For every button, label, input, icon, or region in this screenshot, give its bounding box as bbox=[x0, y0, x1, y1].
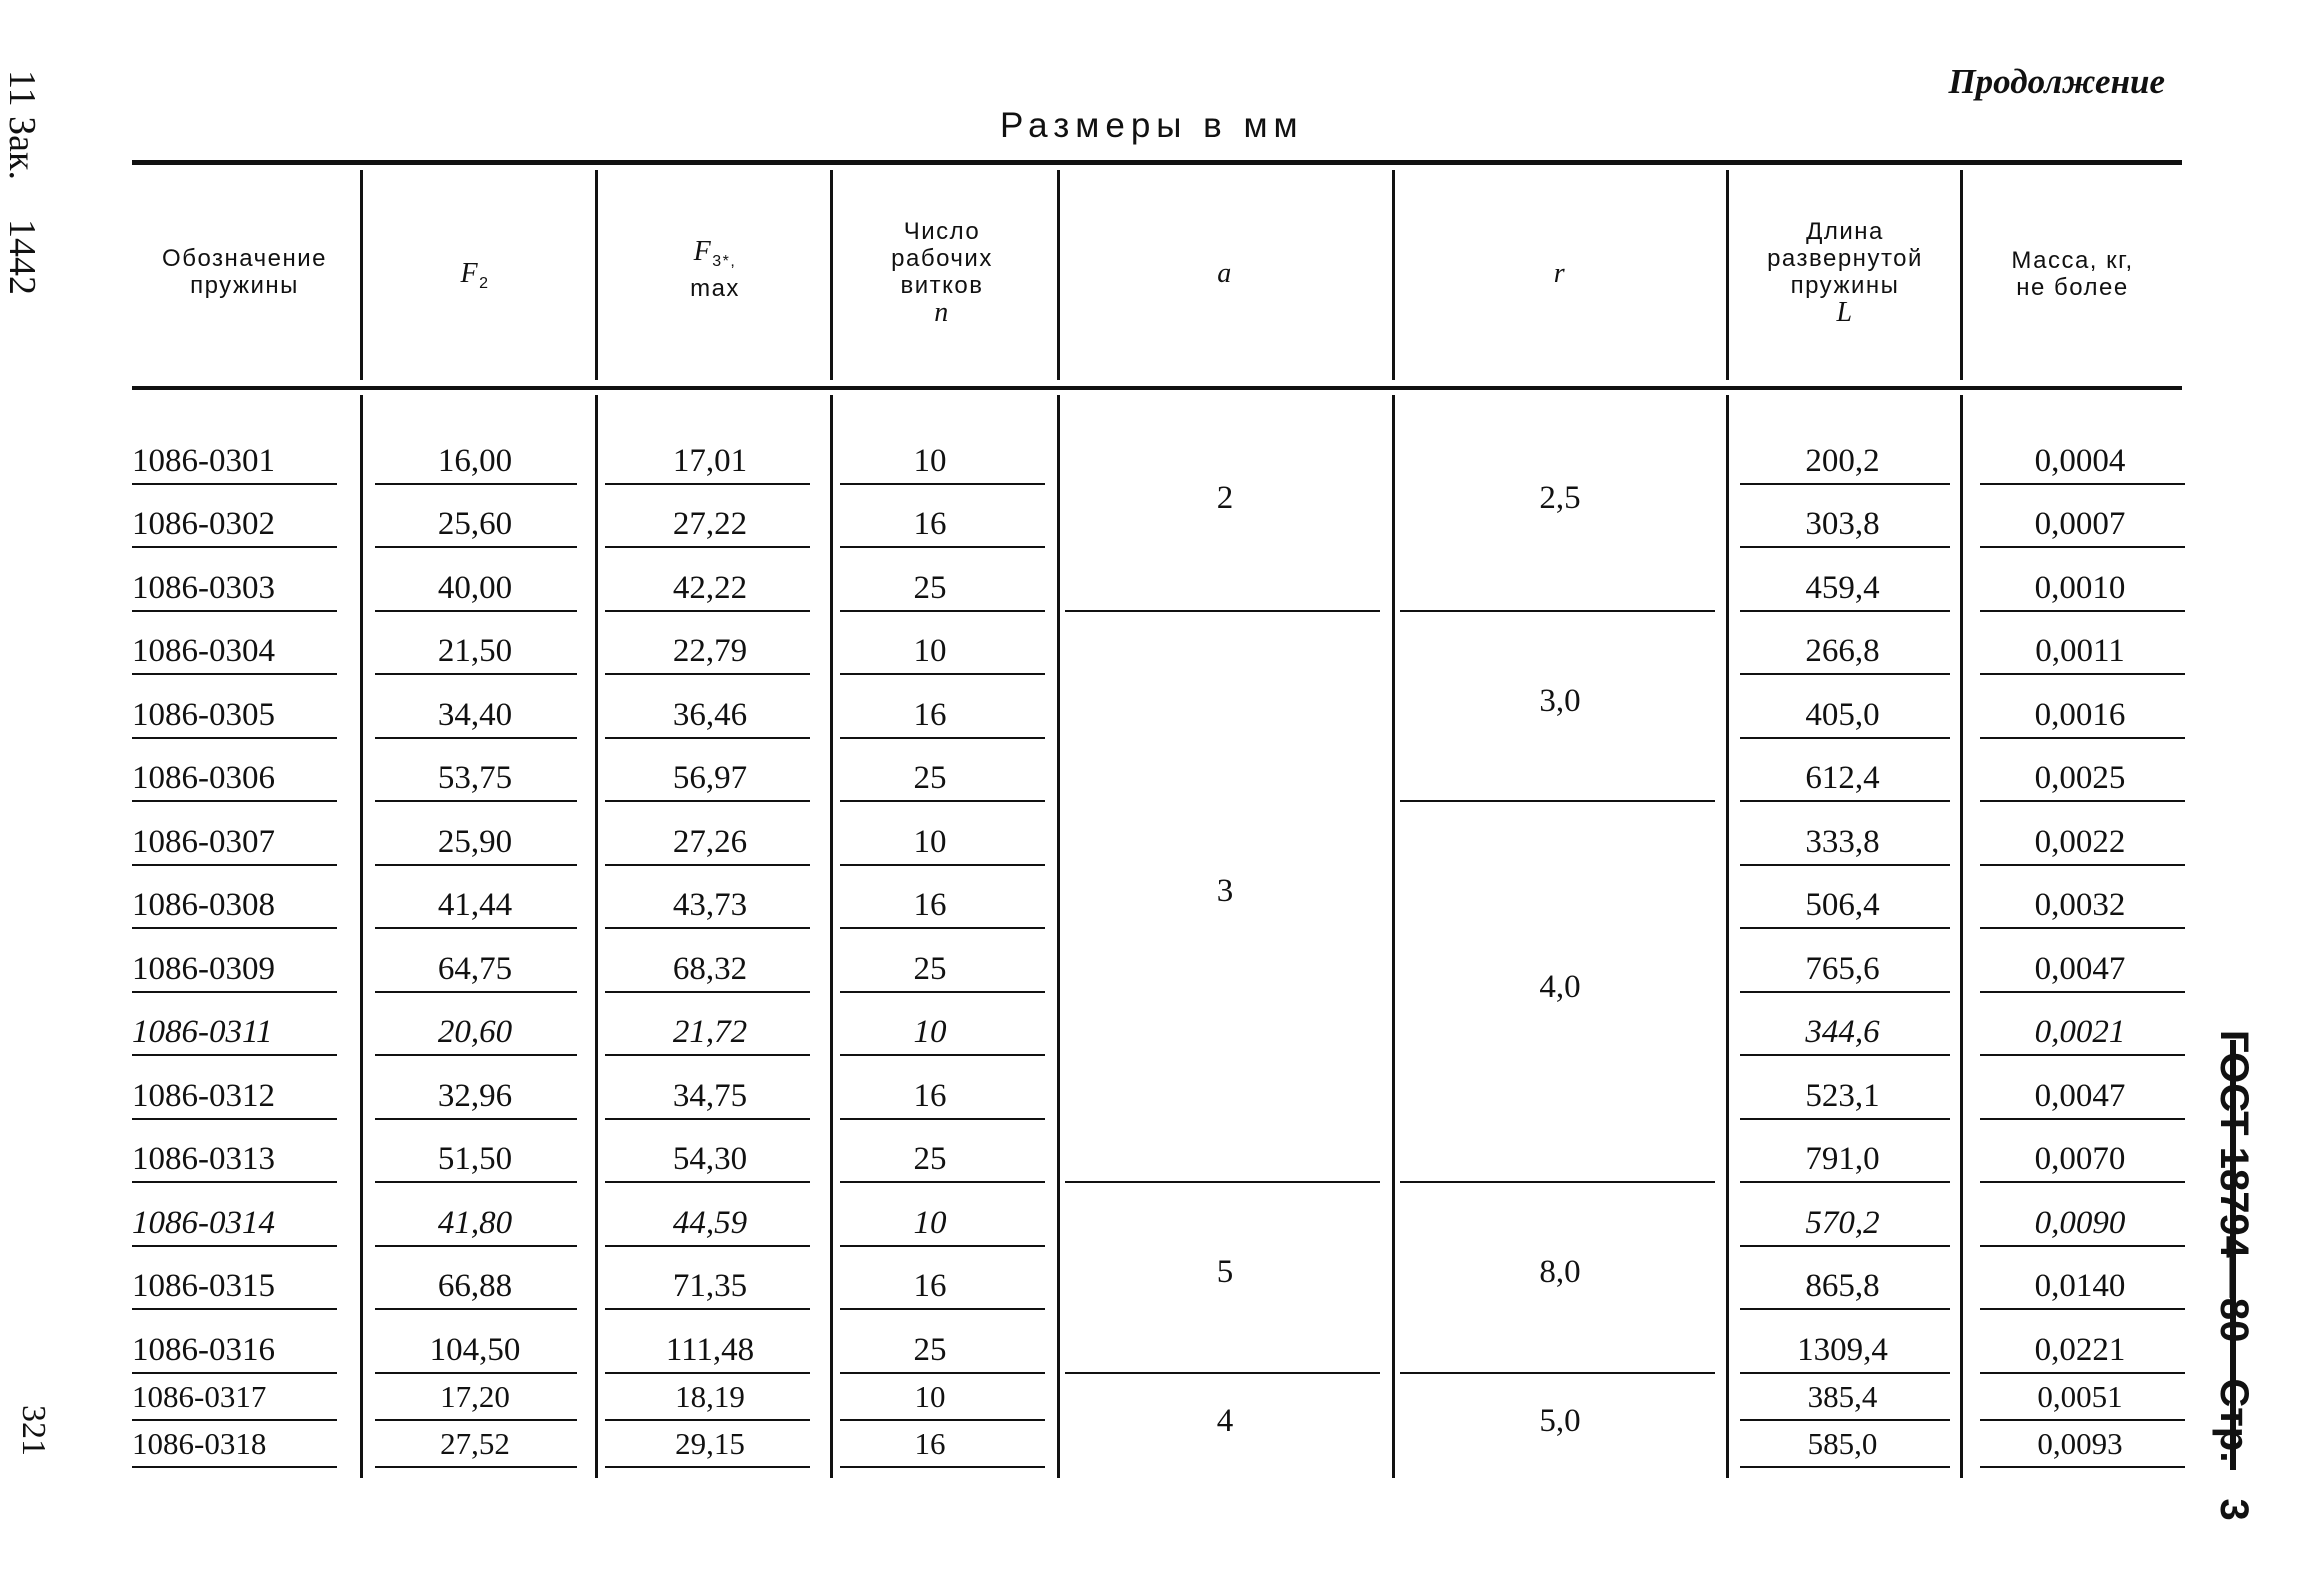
designation-cell: 1086-0308 bbox=[132, 887, 275, 923]
continuation-label: Продолжение bbox=[1948, 62, 2165, 101]
designation-cell: 1086-0307 bbox=[132, 823, 275, 860]
turns-cell: 25 bbox=[913, 950, 947, 987]
standard-code: ГОСТ 18794—80 bbox=[2212, 1030, 2256, 1343]
length-cell: 405,0 bbox=[1805, 696, 1880, 733]
f2-cell: 53,75 bbox=[437, 760, 513, 796]
row-underline bbox=[840, 1419, 1045, 1421]
left-margin-note bbox=[0, 70, 44, 295]
row-underline bbox=[1740, 1372, 1950, 1374]
column-rule bbox=[595, 395, 598, 1478]
header-f2 bbox=[360, 260, 590, 297]
f2-cell: 41,44 bbox=[437, 887, 513, 923]
row-underline bbox=[375, 737, 577, 739]
header-turns-line1: Число bbox=[903, 218, 981, 245]
turns-cell: 10 bbox=[913, 823, 947, 860]
f2-cell: 21,50 bbox=[437, 633, 513, 669]
column-rule bbox=[1057, 170, 1060, 380]
header-turns bbox=[832, 218, 1052, 327]
f3-cell: 44,59 bbox=[672, 1204, 748, 1241]
row-underline bbox=[605, 991, 810, 993]
f3-cell: 42,22 bbox=[672, 569, 748, 606]
length-cell: 506,4 bbox=[1805, 887, 1880, 923]
column-rule bbox=[1960, 395, 1963, 1478]
mass-cell: 0,0007 bbox=[2034, 506, 2126, 542]
mass-cell: 0,0140 bbox=[2034, 1268, 2126, 1304]
length-cell: 570,2 bbox=[1805, 1204, 1880, 1241]
row-underline bbox=[1980, 673, 2185, 675]
a-group-cell: 2 bbox=[1216, 480, 1234, 517]
row-underline bbox=[375, 1466, 577, 1468]
turns-cell: 25 bbox=[913, 1141, 947, 1177]
row-underline bbox=[375, 673, 577, 675]
row-underline bbox=[375, 610, 577, 612]
mass-cell: 0,0047 bbox=[2034, 1077, 2126, 1114]
row-underline bbox=[840, 800, 1045, 802]
designation-cell: 1086-0314 bbox=[132, 1204, 275, 1241]
header-designation-line1: Обозначение bbox=[162, 245, 327, 272]
f3-cell: 18,19 bbox=[675, 1378, 745, 1414]
r-group-cell: 8,0 bbox=[1539, 1254, 1581, 1291]
column-rule bbox=[830, 395, 833, 1478]
row-underline bbox=[132, 610, 337, 612]
row-underline bbox=[1980, 737, 2185, 739]
row-underline bbox=[132, 1245, 337, 1247]
mass-cell: 0,0051 bbox=[2037, 1378, 2123, 1414]
mass-cell: 0,0025 bbox=[2034, 760, 2126, 796]
mass-cell: 0,0093 bbox=[2037, 1425, 2123, 1461]
f3-cell: 36,46 bbox=[672, 696, 748, 733]
header-length-line1: Длина bbox=[1806, 218, 1884, 245]
length-cell: 200,2 bbox=[1805, 442, 1880, 479]
row-underline bbox=[132, 991, 337, 993]
designation-cell: 1086-0305 bbox=[132, 696, 275, 733]
f2-cell: 41,80 bbox=[437, 1204, 513, 1241]
row-underline bbox=[605, 483, 810, 485]
row-underline bbox=[605, 1372, 810, 1374]
row-underline bbox=[840, 610, 1045, 612]
turns-cell: 10 bbox=[914, 1378, 946, 1414]
designation-cell: 1086-0313 bbox=[132, 1141, 275, 1177]
f2-cell: 27,52 bbox=[440, 1425, 510, 1461]
f3-cell: 43,73 bbox=[672, 887, 748, 923]
row-underline bbox=[605, 673, 810, 675]
length-cell: 303,8 bbox=[1805, 506, 1880, 542]
row-underline bbox=[605, 610, 810, 612]
row-underline bbox=[840, 1245, 1045, 1247]
row-underline bbox=[1980, 1181, 2185, 1183]
row-underline bbox=[375, 800, 577, 802]
row-underline bbox=[132, 927, 337, 929]
a-group-divider bbox=[1065, 1372, 1380, 1374]
turns-cell: 16 bbox=[913, 887, 947, 923]
f2-cell: 51,50 bbox=[437, 1141, 513, 1177]
header-f3-max: max bbox=[690, 274, 740, 302]
row-underline bbox=[840, 927, 1045, 929]
header-r bbox=[1395, 260, 1725, 288]
row-underline bbox=[375, 991, 577, 993]
header-length bbox=[1730, 218, 1960, 327]
r-group-cell: 5,0 bbox=[1539, 1402, 1581, 1439]
turns-cell: 16 bbox=[914, 1425, 946, 1461]
row-underline bbox=[375, 1419, 577, 1421]
turns-cell: 25 bbox=[913, 1331, 947, 1368]
header-mass bbox=[1965, 247, 2180, 301]
header-mass-line1: Масса, кг, bbox=[2011, 247, 2134, 274]
length-cell: 612,4 bbox=[1805, 760, 1880, 796]
header-mass-line2: не более bbox=[2016, 274, 2129, 301]
row-underline bbox=[132, 483, 337, 485]
mass-cell: 0,0004 bbox=[2034, 442, 2126, 479]
mass-cell: 0,0021 bbox=[2034, 1014, 2126, 1050]
row-underline bbox=[375, 1118, 577, 1120]
column-rule bbox=[595, 170, 598, 380]
row-underline bbox=[605, 737, 810, 739]
header-f2-symbol: F bbox=[460, 258, 480, 289]
row-underline bbox=[132, 1118, 337, 1120]
header-a-symbol: a bbox=[1217, 258, 1233, 289]
f2-cell: 17,20 bbox=[440, 1378, 510, 1414]
row-underline bbox=[605, 864, 810, 866]
row-underline bbox=[132, 1372, 337, 1374]
mass-cell: 0,0016 bbox=[2034, 696, 2126, 733]
header-f2-sub: 2 bbox=[479, 274, 490, 292]
column-rule bbox=[1392, 170, 1395, 380]
row-underline bbox=[1980, 1466, 2185, 1468]
mass-cell: 0,0090 bbox=[2034, 1204, 2126, 1241]
row-underline bbox=[605, 1419, 810, 1421]
row-underline bbox=[375, 1181, 577, 1183]
designation-cell: 1086-0317 bbox=[132, 1378, 267, 1414]
row-underline bbox=[1740, 800, 1950, 802]
order-label: 11 Зак. bbox=[1, 70, 43, 180]
turns-cell: 10 bbox=[913, 1204, 947, 1241]
designation-cell: 1086-0302 bbox=[132, 506, 275, 542]
r-group-divider bbox=[1400, 800, 1715, 802]
row-underline bbox=[1740, 1245, 1950, 1247]
f2-cell: 104,50 bbox=[429, 1331, 521, 1368]
length-cell: 1309,4 bbox=[1797, 1331, 1888, 1368]
mass-cell: 0,0070 bbox=[2034, 1141, 2126, 1177]
column-rule bbox=[830, 170, 833, 380]
row-underline bbox=[1740, 991, 1950, 993]
designation-cell: 1086-0309 bbox=[132, 950, 275, 987]
header-turns-line2: рабочих bbox=[891, 245, 993, 272]
a-group-cell: 3 bbox=[1216, 873, 1234, 910]
row-underline bbox=[375, 1372, 577, 1374]
row-underline bbox=[375, 483, 577, 485]
column-rule bbox=[1726, 170, 1729, 380]
row-underline bbox=[1740, 1118, 1950, 1120]
row-underline bbox=[605, 1181, 810, 1183]
r-group-divider bbox=[1400, 610, 1715, 612]
row-underline bbox=[840, 1118, 1045, 1120]
length-cell: 865,8 bbox=[1805, 1268, 1880, 1304]
turns-cell: 16 bbox=[913, 1268, 947, 1304]
row-underline bbox=[1980, 991, 2185, 993]
f3-cell: 111,48 bbox=[665, 1331, 755, 1368]
row-underline bbox=[132, 800, 337, 802]
header-r-symbol: r bbox=[1553, 258, 1567, 289]
header-f3-symbol: F bbox=[693, 236, 713, 267]
designation-cell: 1086-0301 bbox=[132, 442, 275, 479]
designation-cell: 1086-0318 bbox=[132, 1425, 267, 1461]
row-underline bbox=[605, 1308, 810, 1310]
row-underline bbox=[840, 991, 1045, 993]
row-underline bbox=[132, 1054, 337, 1056]
column-rule bbox=[1960, 170, 1963, 380]
header-length-line3: пружины bbox=[1790, 272, 1900, 299]
r-group-cell: 4,0 bbox=[1539, 968, 1581, 1005]
header-length-symbol: L bbox=[1836, 297, 1854, 328]
row-underline bbox=[132, 1308, 337, 1310]
mass-cell: 0,0011 bbox=[2035, 633, 2125, 669]
turns-cell: 10 bbox=[913, 633, 947, 669]
turns-cell: 16 bbox=[913, 1077, 947, 1114]
length-cell: 765,6 bbox=[1805, 950, 1880, 987]
column-rule bbox=[360, 170, 363, 380]
row-underline bbox=[605, 800, 810, 802]
designation-cell: 1086-0304 bbox=[132, 633, 275, 669]
row-underline bbox=[1740, 1054, 1950, 1056]
row-underline bbox=[1740, 673, 1950, 675]
row-underline bbox=[605, 927, 810, 929]
row-underline bbox=[132, 737, 337, 739]
f3-cell: 68,32 bbox=[672, 950, 748, 987]
designation-cell: 1086-0312 bbox=[132, 1077, 275, 1114]
row-underline bbox=[375, 1245, 577, 1247]
row-underline bbox=[840, 673, 1045, 675]
row-underline bbox=[840, 1181, 1045, 1183]
header-a bbox=[1060, 260, 1390, 288]
f3-cell: 54,30 bbox=[672, 1141, 748, 1177]
length-cell: 459,4 bbox=[1805, 569, 1880, 606]
turns-cell: 25 bbox=[913, 569, 947, 606]
a-group-divider bbox=[1065, 610, 1380, 612]
row-underline bbox=[132, 1181, 337, 1183]
length-cell: 585,0 bbox=[1807, 1425, 1878, 1461]
row-underline bbox=[132, 1419, 337, 1421]
row-underline bbox=[1980, 546, 2185, 548]
row-underline bbox=[1740, 1181, 1950, 1183]
page-label: Стр. bbox=[2212, 1378, 2256, 1463]
f3-cell: 29,15 bbox=[675, 1425, 745, 1461]
row-underline bbox=[605, 1245, 810, 1247]
row-underline bbox=[1980, 1308, 2185, 1310]
row-underline bbox=[1740, 927, 1950, 929]
f3-cell: 71,35 bbox=[672, 1268, 748, 1304]
row-underline bbox=[132, 864, 337, 866]
row-underline bbox=[1980, 1054, 2185, 1056]
f2-cell: 20,60 bbox=[437, 1014, 513, 1050]
row-underline bbox=[1740, 1466, 1950, 1468]
mass-cell: 0,0010 bbox=[2034, 569, 2126, 606]
f3-cell: 21,72 bbox=[672, 1014, 748, 1050]
row-underline bbox=[605, 546, 810, 548]
order-number: 1442 bbox=[1, 218, 43, 295]
f2-cell: 16,00 bbox=[437, 442, 513, 479]
row-underline bbox=[375, 1308, 577, 1310]
designation-cell: 1086-0311 bbox=[132, 1014, 273, 1050]
r-group-divider bbox=[1400, 1181, 1715, 1183]
a-group-divider bbox=[1065, 1181, 1380, 1183]
column-rule bbox=[360, 395, 363, 1478]
mass-cell: 0,0221 bbox=[2034, 1331, 2126, 1368]
row-underline bbox=[1980, 927, 2185, 929]
row-underline bbox=[840, 546, 1045, 548]
column-rule bbox=[1392, 395, 1395, 1478]
header-f3-sub: 3*, bbox=[712, 252, 737, 270]
a-group-cell: 4 bbox=[1216, 1402, 1234, 1439]
turns-cell: 25 bbox=[913, 760, 947, 796]
header-designation-line2: пружины bbox=[190, 272, 299, 299]
f2-cell: 32,96 bbox=[437, 1077, 513, 1114]
mass-cell: 0,0022 bbox=[2034, 823, 2126, 860]
row-underline bbox=[1980, 800, 2185, 802]
row-underline bbox=[1980, 483, 2185, 485]
row-underline bbox=[132, 546, 337, 548]
row-underline bbox=[840, 1466, 1045, 1468]
header-length-line2: развернутой bbox=[1767, 245, 1923, 272]
row-underline bbox=[1740, 864, 1950, 866]
f3-cell: 56,97 bbox=[672, 760, 748, 796]
length-cell: 385,4 bbox=[1807, 1378, 1878, 1414]
row-underline bbox=[840, 1054, 1045, 1056]
length-cell: 266,8 bbox=[1805, 633, 1880, 669]
row-underline bbox=[1740, 1308, 1950, 1310]
r-group-divider bbox=[1400, 1372, 1715, 1374]
row-underline bbox=[840, 737, 1045, 739]
row-underline bbox=[1740, 737, 1950, 739]
turns-cell: 16 bbox=[913, 506, 947, 542]
row-underline bbox=[605, 1466, 810, 1468]
f2-cell: 40,00 bbox=[437, 569, 513, 606]
row-underline bbox=[605, 1118, 810, 1120]
row-underline bbox=[840, 1372, 1045, 1374]
column-rule bbox=[1726, 395, 1729, 1478]
row-underline bbox=[375, 927, 577, 929]
row-underline bbox=[840, 864, 1045, 866]
header-bottom-rule bbox=[132, 386, 2182, 390]
row-underline bbox=[1980, 864, 2185, 866]
f3-cell: 34,75 bbox=[672, 1077, 748, 1114]
length-cell: 791,0 bbox=[1805, 1141, 1880, 1177]
column-rule bbox=[1057, 395, 1060, 1478]
table-top-rule bbox=[132, 160, 2182, 165]
f2-cell: 64,75 bbox=[437, 950, 513, 987]
length-cell: 344,6 bbox=[1805, 1014, 1880, 1050]
header-turns-symbol: n bbox=[934, 297, 950, 328]
row-underline bbox=[375, 1054, 577, 1056]
row-underline bbox=[840, 483, 1045, 485]
turns-cell: 10 bbox=[913, 442, 947, 479]
f3-cell: 27,22 bbox=[672, 506, 748, 542]
mass-cell: 0,0047 bbox=[2034, 950, 2126, 987]
sheet-number: 3 bbox=[2212, 1498, 2256, 1521]
row-underline bbox=[375, 546, 577, 548]
f3-cell: 27,26 bbox=[672, 823, 748, 860]
header-turns-line3: витков bbox=[900, 272, 984, 299]
header-f3 bbox=[600, 238, 830, 302]
f2-cell: 66,88 bbox=[437, 1268, 513, 1304]
units-label: Размеры в мм bbox=[1000, 106, 1304, 145]
r-group-cell: 3,0 bbox=[1539, 682, 1581, 719]
row-underline bbox=[605, 1054, 810, 1056]
right-margin-note bbox=[2211, 1030, 2256, 1521]
f2-cell: 25,90 bbox=[437, 823, 513, 860]
turns-cell: 10 bbox=[913, 1014, 947, 1050]
row-underline bbox=[375, 864, 577, 866]
row-underline bbox=[1740, 610, 1950, 612]
designation-cell: 1086-0316 bbox=[132, 1331, 275, 1368]
f3-cell: 22,79 bbox=[672, 633, 748, 669]
row-underline bbox=[1980, 1419, 2185, 1421]
header-designation bbox=[132, 245, 357, 299]
f2-cell: 34,40 bbox=[437, 696, 513, 733]
page-number: 321 bbox=[15, 1405, 52, 1456]
designation-cell: 1086-0315 bbox=[132, 1268, 275, 1304]
f2-cell: 25,60 bbox=[437, 506, 513, 542]
length-cell: 333,8 bbox=[1805, 823, 1880, 860]
length-cell: 523,1 bbox=[1805, 1077, 1880, 1114]
f3-cell: 17,01 bbox=[672, 442, 748, 479]
row-underline bbox=[840, 1308, 1045, 1310]
row-underline bbox=[1740, 1419, 1950, 1421]
row-underline bbox=[132, 673, 337, 675]
mass-cell: 0,0032 bbox=[2034, 887, 2126, 923]
designation-cell: 1086-0306 bbox=[132, 760, 275, 796]
a-group-cell: 5 bbox=[1216, 1254, 1234, 1291]
row-underline bbox=[132, 1466, 337, 1468]
designation-cell: 1086-0303 bbox=[132, 569, 275, 606]
row-underline bbox=[1980, 610, 2185, 612]
row-underline bbox=[1740, 546, 1950, 548]
r-group-cell: 2,5 bbox=[1539, 480, 1581, 517]
row-underline bbox=[1980, 1245, 2185, 1247]
row-underline bbox=[1740, 483, 1950, 485]
turns-cell: 16 bbox=[913, 696, 947, 733]
row-underline bbox=[1980, 1372, 2185, 1374]
row-underline bbox=[1980, 1118, 2185, 1120]
